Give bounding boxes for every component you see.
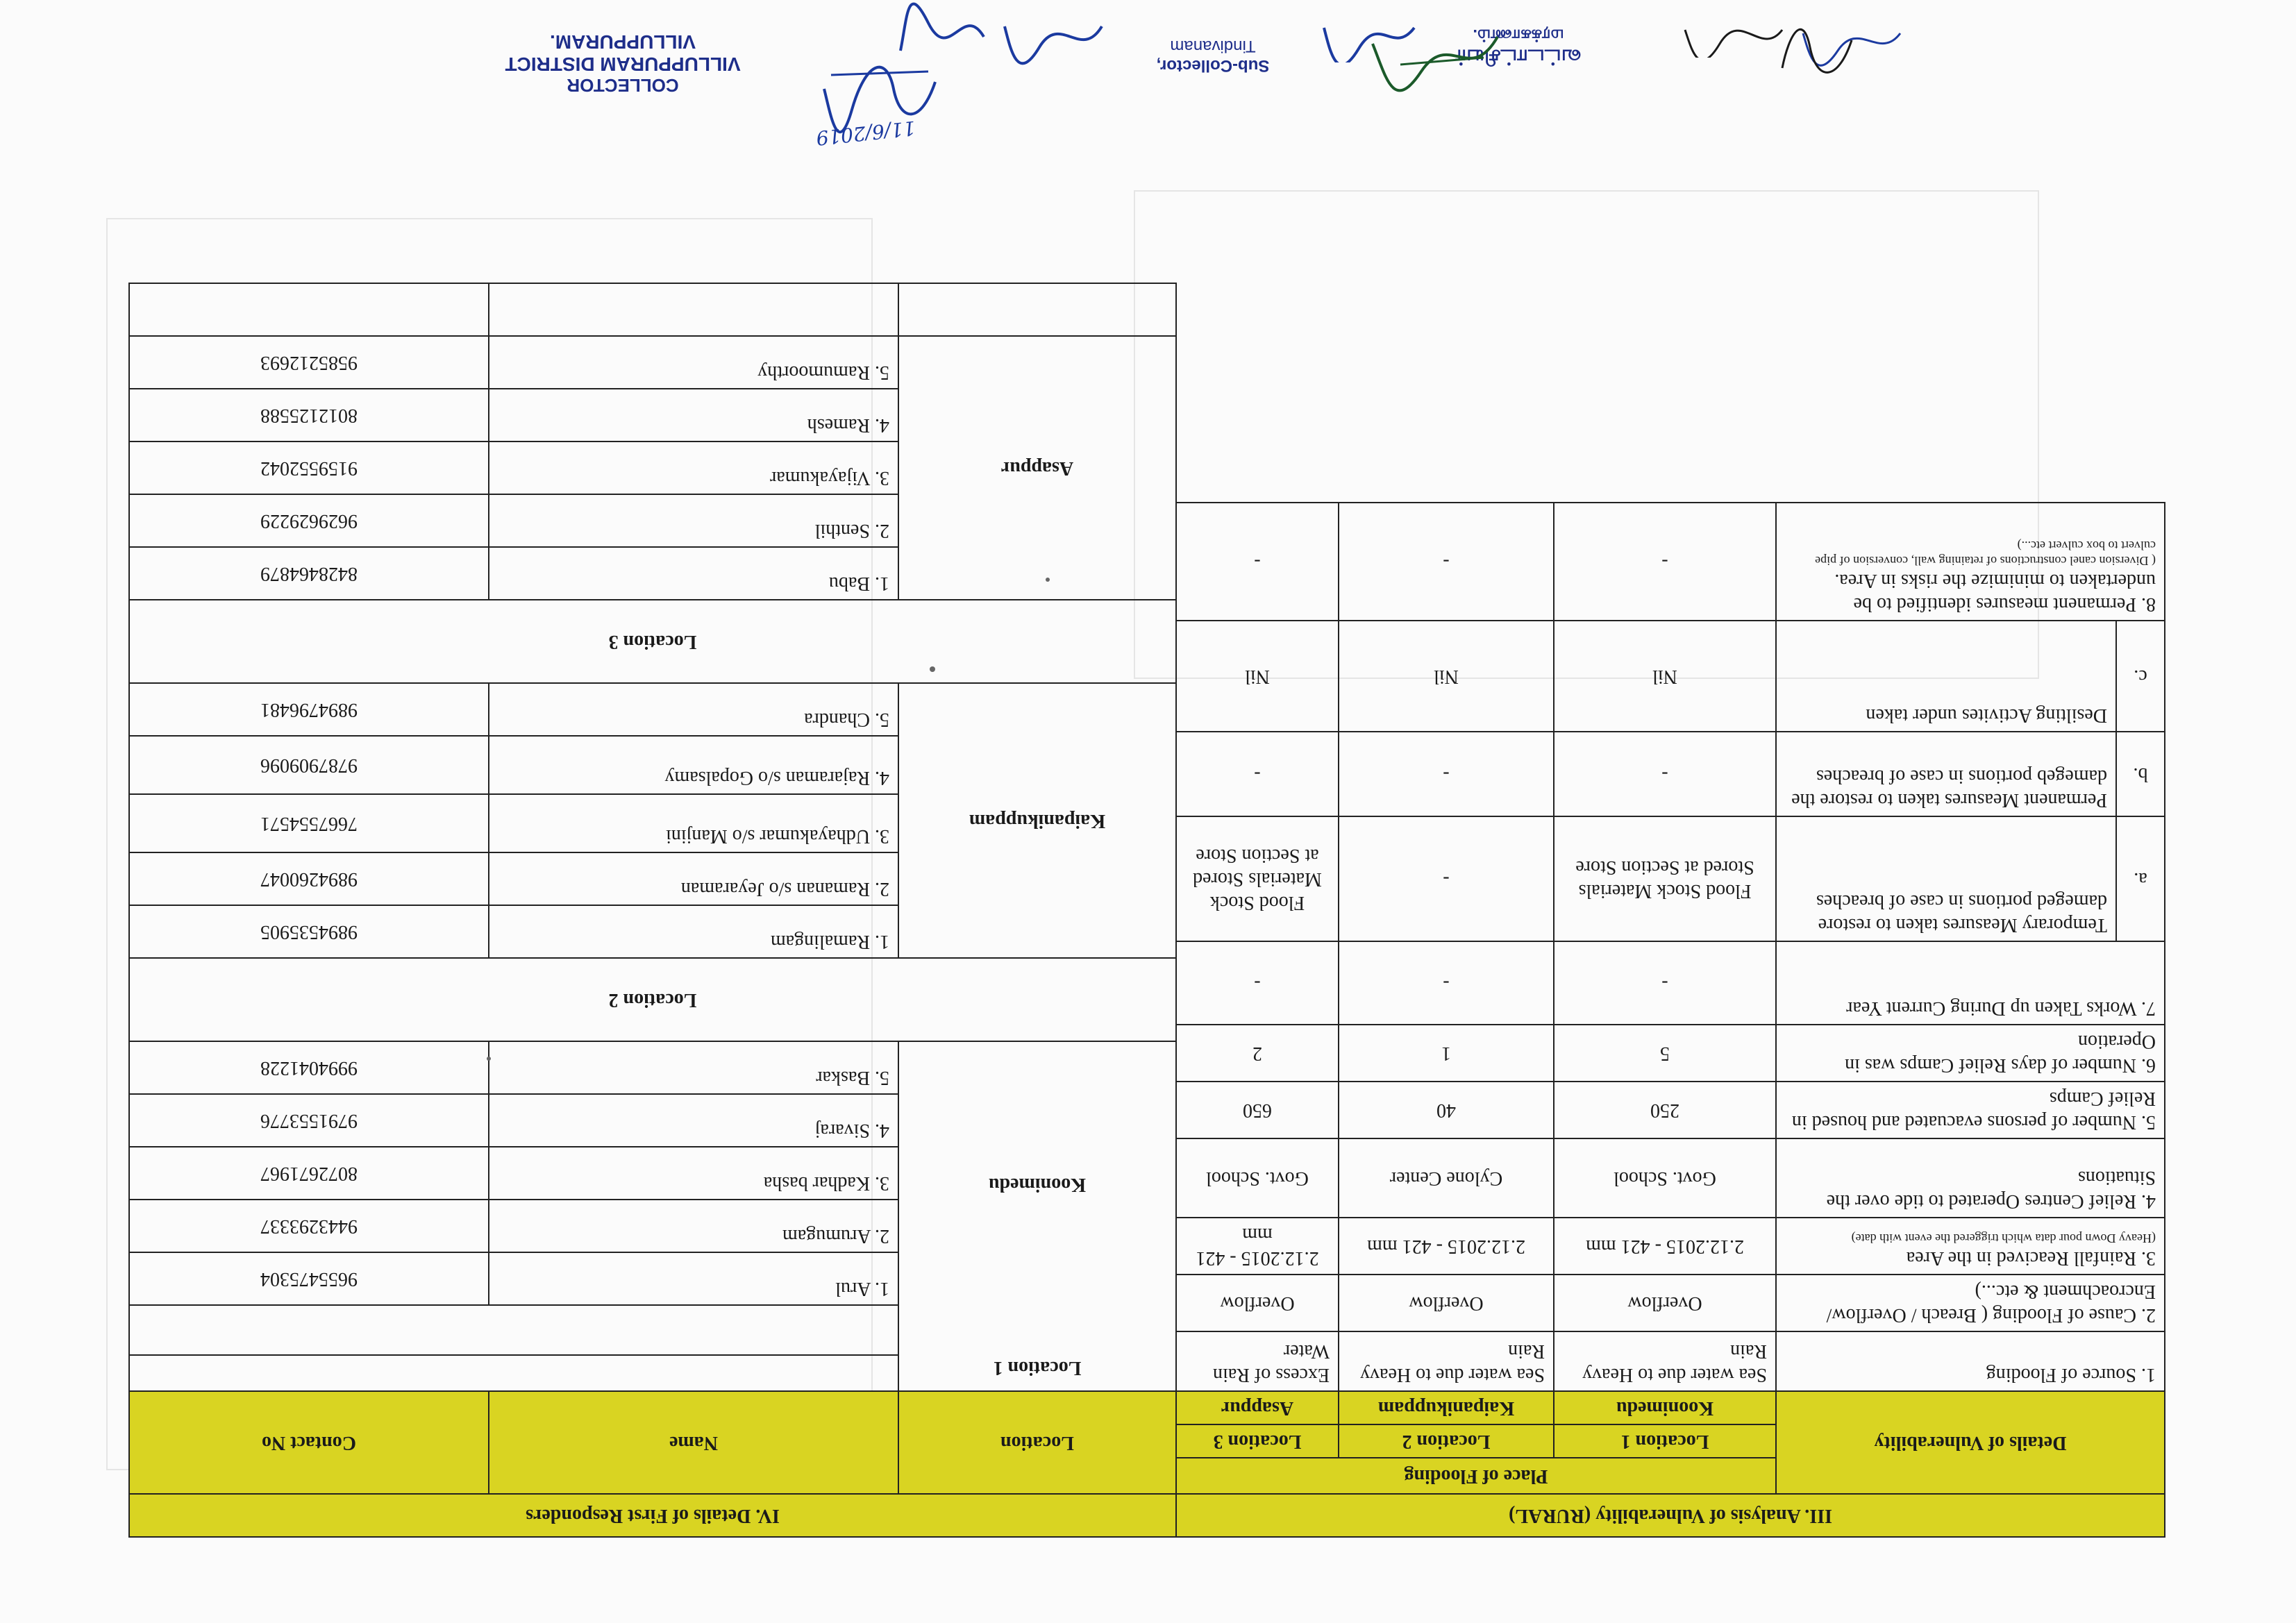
handwritten-date-text: 11/6/2019 (814, 116, 917, 150)
collector-stamp-line1: COLLECTOR (567, 75, 679, 96)
signature-7 (1775, 26, 1859, 89)
subcollector-stamp-line2: Tindivanam (1170, 37, 1256, 56)
row-value: - (1339, 941, 1554, 1025)
row-value: - (1176, 503, 1339, 621)
analysis-title: III. Analysis of Vulnerability (RURAL) (1176, 1494, 2165, 1537)
place-name-2: Kaipanikuppam (1339, 1391, 1554, 1424)
row-value: 5 (1554, 1025, 1776, 1082)
row-value: Flood Stock Materials Stored at Section Store (1176, 816, 1339, 941)
location-2-place: Kaipanikuppam (898, 683, 1176, 958)
responder-name: 3. Kadhar basha (489, 1147, 898, 1200)
row-value: Overflow (1554, 1275, 1776, 1331)
row-value: - (1176, 732, 1339, 816)
subcollector-stamp-line1: Sub-Collector, (1156, 56, 1270, 75)
row-label: 1. Source of Flooding (1776, 1331, 2165, 1391)
responder-name: 5. Chandra (489, 683, 898, 736)
responder-phone: 9655475304 (129, 1252, 489, 1305)
col-name: Name (489, 1391, 898, 1494)
table-row (1176, 1138, 2165, 1218)
row-value: - (1339, 816, 1554, 941)
first-responders-table (128, 283, 1177, 1538)
location-group-cell (898, 1041, 1176, 1391)
responder-phone: 9894796481 (129, 683, 489, 736)
row-value: - (1554, 732, 1776, 816)
responder-name: 5. Baskar (489, 1041, 898, 1094)
row-label-cell (1776, 1218, 2165, 1275)
table-row (1176, 732, 2165, 816)
row-value: Govt. School (1554, 1138, 1776, 1218)
responder-phone: 9894260047 (129, 852, 489, 905)
responder-phone: 9894535905 (129, 905, 489, 958)
responder-name: 4. Ramesh (489, 389, 898, 442)
row-value: 650 (1176, 1082, 1339, 1138)
table-row (129, 905, 1176, 958)
responder-name: 1. Ramalingam (489, 905, 898, 958)
responder-phone: 8072671967 (129, 1147, 489, 1200)
row-value: Sea water due to Heavy Rain (1339, 1331, 1554, 1391)
responder-name: 4. Sivaraj (489, 1094, 898, 1147)
table-row (1176, 503, 2165, 621)
responder-phone: 9159552042 (129, 442, 489, 494)
empty-cell (129, 283, 489, 336)
table-row (1176, 621, 2165, 732)
row-value: 2.12.2015 - 421 mm (1176, 1218, 1339, 1275)
responder-phone: 9443293337 (129, 1200, 489, 1252)
row-value: - (1339, 732, 1554, 816)
row-value: Flood Stock Materials Stored at Section Store (1554, 816, 1776, 941)
row-prefix: b. (2116, 732, 2165, 816)
responder-phone: 9585212693 (129, 336, 489, 389)
responder-name: 2. Ramanan s/o Jeyaraman (489, 852, 898, 905)
responder-phone: 9791553776 (129, 1094, 489, 1147)
responder-name: 1. Babu (489, 547, 898, 600)
responder-phone: 8012125588 (129, 389, 489, 442)
table-row (1176, 1275, 2165, 1331)
location-1-label: Location 1 (993, 1357, 1082, 1379)
row-sublabel: (Heavy Down pour data which triggered the event with date) (1851, 1231, 2156, 1245)
scan-speck (487, 1057, 491, 1061)
location-1-place: Koonimedu (988, 1174, 1087, 1195)
row-value: 1 (1339, 1025, 1554, 1082)
row-value: Sea water due to Heavy Rain (1554, 1331, 1776, 1391)
responder-phone: 7667554571 (129, 794, 489, 852)
row-prefix: a. (2116, 816, 2165, 941)
row-label: 6. Number of days Relief Camps was in Operation (1776, 1025, 2165, 1082)
subcollector-stamp (1102, 36, 1324, 75)
location-3-header: Location 3 (1176, 1424, 1339, 1458)
collector-stamp-line2: VILLUPPURAM DISTRICT (505, 53, 741, 75)
row-sublabel: ( Diversion canel constructions of retaining wall, conversion of pipe culvert to box culvert etc...) (1815, 539, 2156, 568)
row-value: 2.12.2015 - 421 mm (1554, 1218, 1776, 1275)
col-location: Location (898, 1391, 1176, 1494)
location-1-header: Location 1 (1554, 1424, 1776, 1458)
responder-name: 4. Rajaraman s/o Gopalsamy (489, 736, 898, 794)
row-label: Temporary Measures taken to restore dameged portions in case of breaches (1776, 816, 2116, 941)
row-value: Cylone Center (1339, 1138, 1554, 1218)
location-3-place: Asappur (898, 336, 1176, 600)
location-3-label: Location 3 (129, 600, 1176, 683)
table-row (129, 1355, 1176, 1391)
row-label: 2. Cause of Flooding ( Breach / Overflow/ Encroachment & etc...) (1776, 1275, 2165, 1331)
location-2-label: Location 2 (129, 958, 1176, 1041)
vulnerability-analysis-table (1175, 502, 2165, 1538)
table-row (129, 283, 1176, 336)
col-contact: Contact No (129, 1391, 489, 1494)
row-value: Excess of Rain Water (1176, 1331, 1339, 1391)
responder-name: 2. Arumugam (489, 1200, 898, 1252)
row-label: 4. Relief Centres Operated to tide over the Situations (1776, 1138, 2165, 1218)
responder-phone: 8428464879 (129, 547, 489, 600)
row-value: 250 (1554, 1082, 1776, 1138)
signature-2 (894, 2, 991, 65)
signature-collector (817, 54, 942, 137)
responder-name: 3. Udhayakumar s/o Manjini (489, 794, 898, 852)
table-row (1176, 816, 2165, 941)
signature-5 (1678, 9, 1789, 58)
responder-name: 1. Arul (489, 1252, 898, 1305)
collector-stamp-line3: VILLUPPURAM. (550, 31, 696, 53)
scan-speck (930, 666, 935, 672)
responder-name: 3. Vijayakumar (489, 442, 898, 494)
row-value: 40 (1339, 1082, 1554, 1138)
empty-cell (489, 283, 898, 336)
responder-phone: 9994041228 (129, 1041, 489, 1094)
responder-phone: 9629629229 (129, 494, 489, 547)
row-value: - (1554, 503, 1776, 621)
table-row (1176, 1025, 2165, 1082)
row-label: 5. Number of persons evacuated and housed in Relief Camps (1776, 1082, 2165, 1138)
row-label: 7. Works Taken up During Current Year (1776, 941, 2165, 1025)
row-value: Overflow (1176, 1275, 1339, 1331)
table-row (1176, 1082, 2165, 1138)
responders-title: IV. Details of First Responders (129, 1494, 1176, 1537)
table-row (1176, 941, 2165, 1025)
table-row (1176, 1218, 2165, 1275)
table-row (129, 958, 1176, 1041)
row-value: Nil (1176, 621, 1339, 732)
row-label: 3. Rainfall Reacived in the Area (1906, 1247, 2156, 1269)
place-header: Place of Flooding (1176, 1458, 1776, 1494)
row-value: Nil (1554, 621, 1776, 732)
row-label-cell (1776, 503, 2165, 621)
scan-speck (1046, 578, 1050, 582)
responder-name: 2. Senthil (489, 494, 898, 547)
table-row (129, 600, 1176, 683)
location-2-header: Location 2 (1339, 1424, 1554, 1458)
table-row (1176, 1331, 2165, 1391)
row-value: Govt. School (1176, 1138, 1339, 1218)
collector-stamp (428, 31, 817, 96)
row-value: 2 (1176, 1025, 1339, 1082)
details-header: Details of Vulnerability (1776, 1391, 2165, 1494)
spacer (129, 1305, 898, 1355)
row-prefix: c. (2116, 621, 2165, 732)
tahsildar-stamp-line1: வட்டாட்சியர் (1455, 45, 1582, 68)
table-row (129, 547, 1176, 600)
empty-cell (898, 283, 1176, 336)
tahsildar-stamp-line2: மரக்காணம். (1473, 26, 1564, 44)
row-label: Permanent Measures taken to restore the damegeb portions in case of breaches (1776, 732, 2116, 816)
row-label: 8. Permanent measures identified to be undertaken to minimize the risks in Area. (1834, 570, 2156, 615)
row-value: - (1176, 941, 1339, 1025)
signature-4 (1317, 7, 1421, 62)
responder-name: 5. Ramumoorthy (489, 336, 898, 389)
row-value: - (1554, 941, 1776, 1025)
row-value: Overflow (1339, 1275, 1554, 1331)
row-value: Nil (1339, 621, 1554, 732)
place-name-1: Koonimedu (1554, 1391, 1776, 1424)
spacer (129, 1355, 898, 1391)
row-label: Desilting Activites under taken (1776, 621, 2116, 732)
row-value: - (1339, 503, 1554, 621)
signature-1 (998, 6, 1109, 68)
place-name-3: Asappur (1176, 1391, 1339, 1424)
row-value: 2.12.2015 - 421 mm (1339, 1218, 1554, 1275)
responder-phone: 9787909096 (129, 736, 489, 794)
